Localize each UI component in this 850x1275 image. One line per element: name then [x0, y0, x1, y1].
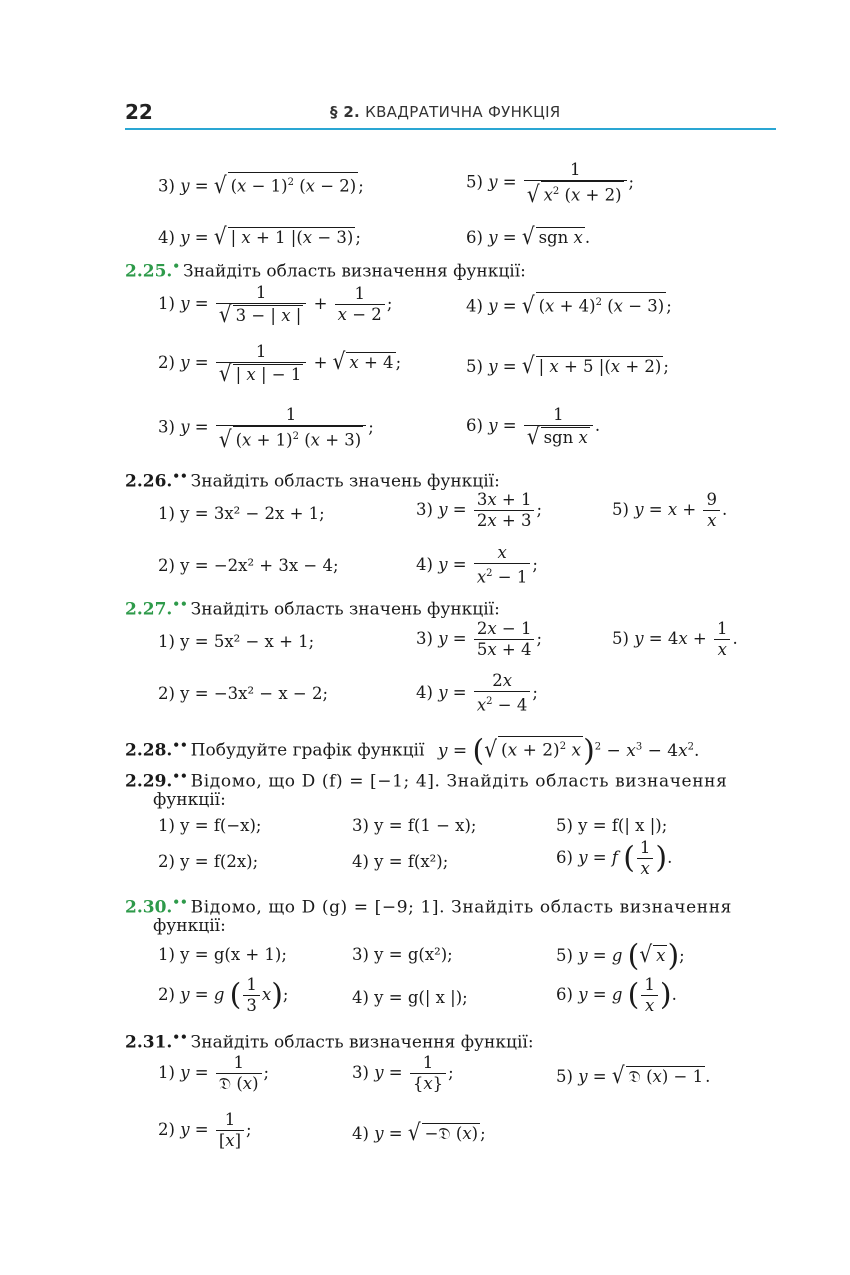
- ex226-formula-5: 5) y = x + $\frac{9}{x}$ .: [612, 490, 728, 530]
- page-number: 22: [125, 100, 153, 124]
- ex230-formula-3: 3) y = g(x²);: [352, 945, 453, 964]
- exercise-2-27-title: 2.27.•• Знайдіть область значень функції:: [125, 597, 500, 620]
- section-name: КВАДРАТИЧНА ФУНКЦІЯ: [365, 103, 561, 121]
- ex227-formula-1: 1) y = 5x² − x + 1;: [158, 632, 315, 651]
- ex225-formula-6: 6) y = $\frac{1}{\text{√ sgn x}}$ .: [466, 405, 601, 450]
- exercise-2-30-title: 2.30.•• Відомо, що D (g) = [−9; 1]. Знайдіть область визначення: [125, 895, 732, 918]
- ex231-formula-2: 2) y = $\frac{1}{[x]}$ ;: [158, 1110, 252, 1150]
- ex225-formula-4: 4) y = √ $(x + 4)^2$ (x − 3) ;: [466, 290, 672, 319]
- ex229-formula-2: 2) y = f(2x);: [158, 852, 259, 871]
- page-header: [0, 0, 850, 140]
- section-title: [330, 103, 561, 121]
- ex229-formula-6: 6) y = f ( $\frac{1}{x}$ ).: [556, 838, 673, 878]
- ex226-formula-4: 4) y = $\frac{x}{x^2 - 1}$ ;: [416, 543, 538, 587]
- formula-prev-4: 4) y = √ | x + 1 |(x − 3) ;: [158, 222, 361, 250]
- ex229-formula-3: 3) y = f(1 − x);: [352, 816, 477, 835]
- ex225-formula-1: 1) y = $\frac{1}{√ 3 - | x |}$ + $\frac{1}{x - 2}$ ;: [158, 283, 393, 328]
- exercise-2-25-title: 2.25.• Знайдіть область визначення функції:: [125, 259, 526, 282]
- ex231-formula-1: 1) y = $\frac{1}{\text{𝔇 (x)}}$ ;: [158, 1053, 270, 1093]
- ex229-formula-1: 1) y = f(−x);: [158, 816, 262, 835]
- ex230-formula-1: 1) y = g(x + 1);: [158, 945, 287, 964]
- ex225-formula-2: 2) y = $\frac{1}{√ | x | - 1}$ + √ x + 4 ;: [158, 342, 402, 387]
- ex230-formula-5: 5) y = g (√ x);: [556, 938, 685, 974]
- ex229-formula-5: 5) y = f(| x |);: [556, 816, 668, 835]
- ex225-formula-5: 5) y = √ | x + 5 |(x + 2) ;: [466, 351, 669, 379]
- exercise-2-26-title: 2.26.•• Знайдіть область значень функції:: [125, 469, 500, 492]
- ex231-formula-4: 4) y = √ −𝔇 (x) ;: [352, 1118, 486, 1146]
- formula-prev-3: 3) y = √ $(x - 1)^2$ (x − 2) ;: [158, 170, 364, 199]
- section-marker: § 2.: [330, 103, 361, 121]
- ex226-formula-2: 2) y = −2x² + 3x − 4;: [158, 556, 339, 575]
- ex230-formula-4: 4) y = g(| x |);: [352, 988, 468, 1007]
- exercise-2-28-title: 2.28.•• Побудуйте графік функції y = (√ $(x + 2)^2$ $x)^2 - x^3 - 4x^2$.: [125, 733, 700, 769]
- header-rule: [125, 128, 776, 130]
- ex231-formula-3: 3) y = $\frac{1}{\{x\}}$ ;: [352, 1053, 454, 1093]
- ex227-formula-2: 2) y = −3x² − x − 2;: [158, 684, 329, 703]
- ex229-formula-4: 4) y = f(x²);: [352, 852, 449, 871]
- formula-prev-6: 6) y = √ sgn x .: [466, 222, 591, 250]
- exercise-2-30-cont: функції:: [153, 916, 226, 936]
- ex226-formula-1: 1) y = 3x² − 2x + 1;: [158, 504, 325, 523]
- ex228-formula: y = (√ $(x + 2)^2$ $x)^2 - x^3 - 4x^2$.: [437, 733, 700, 769]
- exercise-2-29-title: 2.29.•• Відомо, що D (f) = [−1; 4]. Знайдіть область визначення: [125, 769, 728, 792]
- ex226-formula-3: 3) y = $\frac{3x + 1}{2x + 3}$ ;: [416, 490, 543, 530]
- ex230-formula-2: 2) y = g ( $\frac{1}{3}$ x);: [158, 975, 289, 1015]
- exercise-2-31-title: 2.31.•• Знайдіть область визначення функції:: [125, 1030, 534, 1053]
- ex230-formula-6: 6) y = g ( $\frac{1}{x}$ ).: [556, 975, 677, 1015]
- ex231-formula-5: 5) y = √ 𝔇 (x) − 1 .: [556, 1061, 711, 1089]
- formula-prev-5: 5) y = $\frac{1}{√ x^2 (x + 2)}$ ;: [466, 160, 635, 208]
- ex227-formula-5: 5) y = 4x + $\frac{1}{x}$ .: [612, 619, 738, 659]
- ex227-formula-3: 3) y = $\frac{2x - 1}{5x + 4}$ ;: [416, 619, 543, 659]
- ex227-formula-4: 4) y = $\frac{2x}{x^2 - 4}$ ;: [416, 671, 538, 715]
- ex225-formula-3: 3) y = $\frac{1}{√ (x + 1)^2 (x + 3)}$ ;: [158, 405, 374, 453]
- exercise-2-29-cont: функції:: [153, 790, 226, 810]
